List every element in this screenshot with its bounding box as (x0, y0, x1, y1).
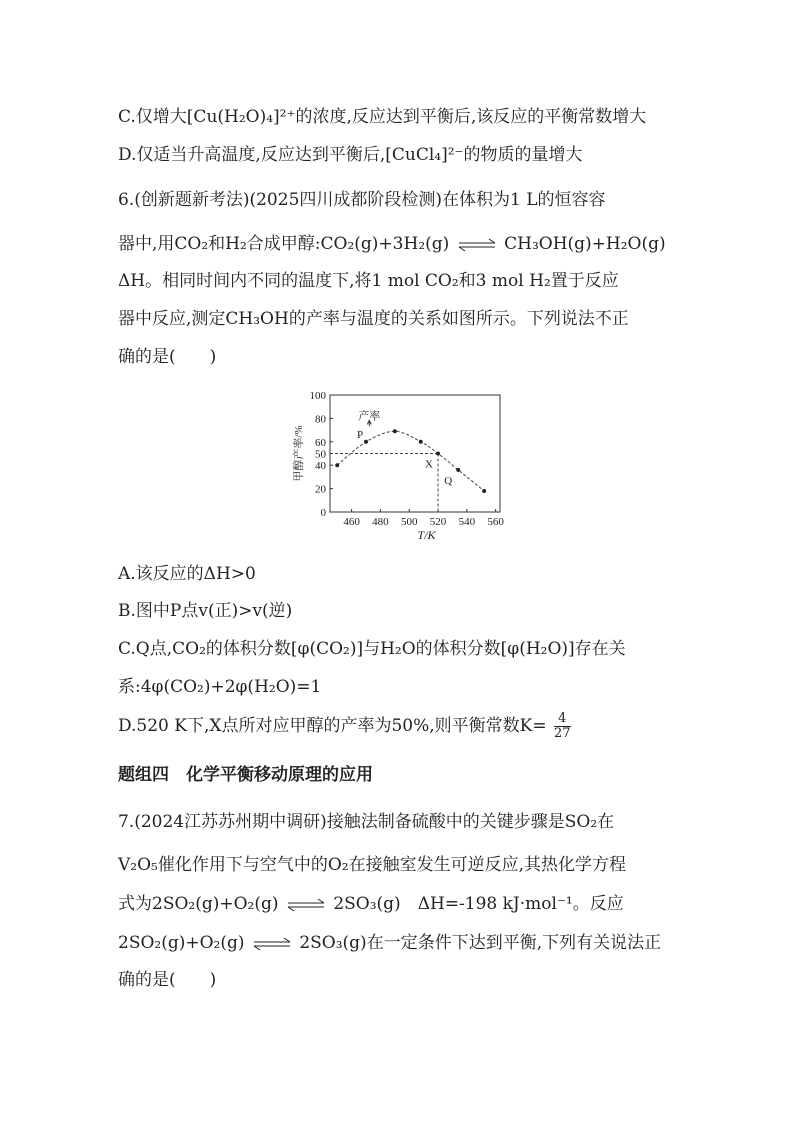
reversible-arrow-icon (286, 898, 326, 912)
y-axis-label: 甲醇产率/% (293, 425, 305, 482)
fraction-denominator: 27 (554, 726, 571, 741)
y-tick-label: 0 (320, 507, 326, 519)
q6-option-d-text: D.520 K下,X点所对应甲醇的产率为50%,则平衡常数K= (118, 716, 547, 736)
q7-stem-line1: 7.(2024江苏苏州期中调研)接触法制备硫酸中的关键步骤是SO₂在 (118, 812, 615, 832)
q6-option-c-line2: 系:4φ(CO₂)+2φ(H₂O)=1 (118, 677, 322, 697)
fraction-numerator: 4 (554, 712, 571, 727)
q6-equation-right: CH₃OH(g)+H₂O(g) (504, 234, 666, 254)
x-tick-label: 460 (343, 516, 360, 528)
q7-stem-line3 (118, 893, 624, 915)
q7-equation-left-2: 2SO₂(g)+O₂(g) (118, 933, 245, 953)
reversible-arrow-icon (252, 937, 292, 951)
data-point (419, 440, 423, 444)
x-tick-label: 520 (429, 516, 447, 528)
methanol-yield-chart (280, 385, 510, 550)
data-point (456, 468, 460, 472)
q6-equation-left: 器中,用CO₂和H₂合成甲醇:CO₂(g)+3H₂(g) (118, 234, 450, 254)
data-point (393, 429, 397, 433)
q6-option-c-line1: C.Q点,CO₂的体积分数[φ(CO₂)]与H₂O的体积分数[φ(H₂O)]存在关 (118, 639, 626, 659)
x-axis-label: T/K (417, 528, 436, 542)
data-point (436, 452, 440, 456)
y-tick-label: 80 (315, 413, 326, 426)
x-tick-label: 500 (400, 516, 418, 528)
q6-option-d (118, 712, 571, 741)
q6-stem-line1: 6.(创新题新考法)(2025四川成都阶段检测)在体积为1 L的恒容容 (118, 190, 606, 210)
q6-option-a: A.该反应的ΔH>0 (118, 564, 256, 584)
q6-stem-line5: 确的是( ) (118, 347, 217, 367)
x-tick-label: 480 (372, 516, 389, 528)
q7-equation-left: 式为2SO₂(g)+O₂(g) (118, 894, 279, 914)
q6-stem-line3: ΔH。相同时间内不同的温度下,将1 mol CO₂和3 mol H₂置于反应 (118, 271, 619, 291)
point-label: X (425, 458, 434, 471)
q7-stem-line4 (118, 932, 661, 954)
data-point (482, 489, 486, 493)
y-tick-label: 20 (315, 483, 326, 496)
q5-option-d: D.仅适当升高温度,反应达到平衡后,[CuCl₄]²⁻的物质的量增大 (118, 145, 583, 165)
point-label: P (357, 428, 364, 441)
yield-annotation: 产率 (358, 410, 381, 423)
x-tick-label: 540 (458, 516, 476, 528)
group4-heading: 题组四 化学平衡移动原理的应用 (118, 765, 373, 785)
data-point (335, 463, 339, 467)
reversible-arrow-icon (457, 238, 497, 252)
q5-option-c: C.仅增大[Cu(H₂O)₄]²⁺的浓度,反应达到平衡后,该反应的平衡常数增大 (118, 107, 647, 127)
q7-equation-right: 2SO₃(g) ΔH=-198 kJ·mol⁻¹。反应 (333, 894, 624, 914)
q7-equation-right-2: 2SO₃(g)在一定条件下达到平衡,下列有关说法正 (299, 933, 662, 953)
q6-option-b: B.图中P点v(正)>v(逆) (118, 601, 293, 621)
q6-stem-line2 (118, 233, 666, 255)
q6-stem-line4: 器中反应,测定CH₃OH的产率与温度的关系如图所示。下列说法不正 (118, 309, 629, 329)
y-tick-label: 40 (315, 460, 326, 473)
y-tick-label: 60 (315, 436, 326, 449)
x-tick-label: 560 (487, 516, 504, 528)
q7-stem-line5: 确的是( ) (118, 970, 217, 990)
data-point (364, 440, 368, 444)
y-tick-label: 50 (315, 448, 326, 461)
point-label: Q (444, 474, 453, 487)
equilibrium-constant-fraction (554, 712, 571, 741)
q7-stem-line2: V₂O₅催化作用下与空气中的O₂在接触室发生可逆反应,其热化学方程 (118, 855, 626, 875)
y-tick-label: 100 (309, 390, 326, 402)
